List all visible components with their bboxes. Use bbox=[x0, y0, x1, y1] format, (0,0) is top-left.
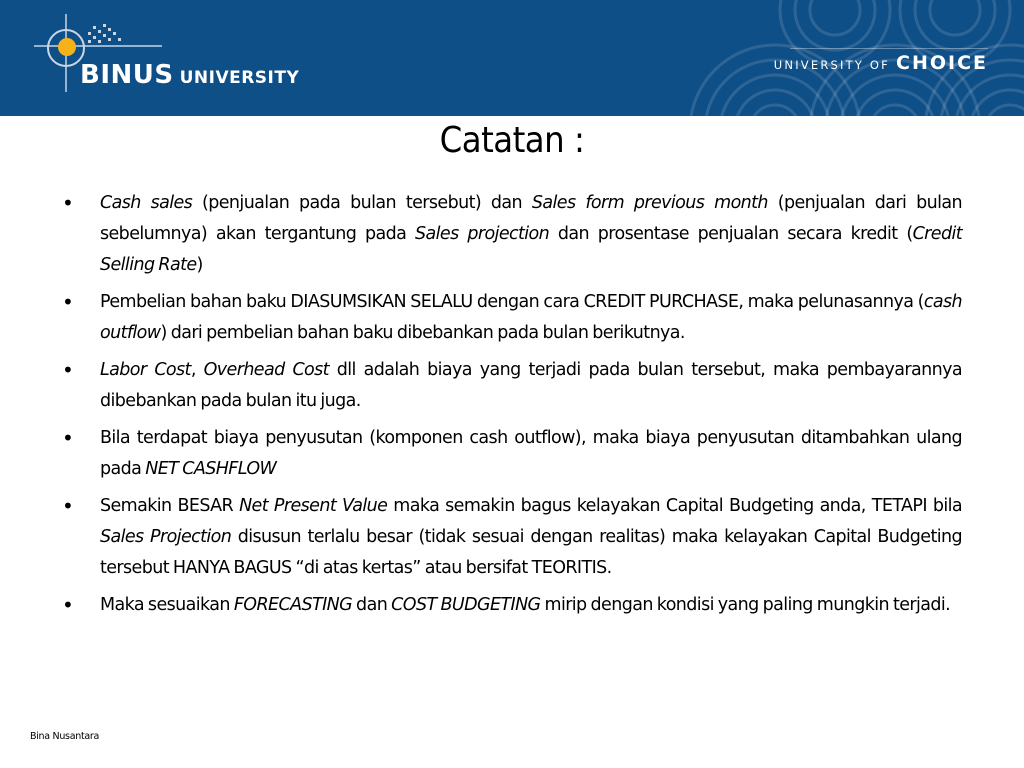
bullet-item bbox=[62, 355, 962, 417]
text-segment: Semakin BESAR bbox=[100, 496, 240, 516]
text-segment: Maka sesuaikan bbox=[100, 595, 234, 615]
text-segment: Pembelian bahan baku DIASUMSIKAN SELALU dengan cara CREDIT PURCHASE, maka pelunasannya ( bbox=[100, 292, 924, 312]
text-segment: (penjualan pada bulan tersebut) dan bbox=[192, 193, 532, 213]
text-segment: disusun terlalu besar (tidak sesuai dengan realitas) maka kelayakan Capital Budgeting tersebut HANYA BAGUS “di atas kertas” atau bersifat TEORITIS. bbox=[100, 527, 962, 578]
italic-text: Sales form previous month bbox=[531, 193, 768, 213]
text-segment: dll adalah biaya yang terjadi pada bulan tersebut, maka pembayarannya dibebankan pada bulan itu juga. bbox=[100, 360, 962, 411]
tagline-big-text: CHOICE bbox=[896, 52, 988, 74]
bullet-item bbox=[62, 423, 962, 485]
logo-sub-text: UNIVERSITY bbox=[179, 68, 300, 88]
bullet-item bbox=[62, 188, 962, 281]
italic-text: Sales projection bbox=[415, 224, 550, 244]
header-banner bbox=[0, 0, 1024, 116]
bullet-item bbox=[62, 287, 962, 349]
bullet-item bbox=[62, 491, 962, 584]
italic-text: Cash sales bbox=[100, 193, 193, 213]
text-segment: dan prosentase penjualan secara kredit ( bbox=[549, 224, 913, 244]
italic-text: NET CASHFLOW bbox=[145, 459, 277, 479]
italic-text: Sales Projection bbox=[100, 527, 232, 547]
italic-text: cash outflow bbox=[100, 292, 962, 343]
italic-text: Overhead Cost bbox=[203, 360, 329, 380]
slide-title: Catatan : bbox=[439, 120, 585, 161]
logo-main-text: BINUS bbox=[80, 60, 174, 90]
italic-text: FORECASTING bbox=[233, 595, 353, 615]
italic-text: Net Present Value bbox=[239, 496, 388, 516]
text-segment: ) dari pembelian bahan baku dibebankan pada bulan berikutnya. bbox=[160, 323, 685, 343]
text-segment: maka semakin bagus kelayakan Capital Budgeting anda, TETAPI bila bbox=[387, 496, 962, 516]
italic-text: Credit Selling Rate bbox=[100, 224, 962, 275]
italic-text: Labor Cost bbox=[100, 360, 191, 380]
text-segment: (penjualan dari bulan sebelumnya) akan tergantung pada bbox=[100, 193, 962, 244]
italic-text: COST BUDGETING bbox=[391, 595, 541, 615]
text-segment: dan bbox=[352, 595, 392, 615]
text-segment: mirip dengan kondisi yang paling mungkin terjadi. bbox=[540, 595, 951, 615]
text-segment: , bbox=[190, 360, 204, 380]
footer-text: Bina Nusantara bbox=[30, 731, 100, 742]
bullet-list bbox=[62, 188, 962, 627]
bullet-item bbox=[62, 590, 962, 621]
text-segment: Bila terdapat biaya penyusutan (komponen cash outflow), maka biaya penyusutan ditambahkan ulang pada bbox=[100, 428, 962, 479]
logo-wordmark bbox=[80, 60, 299, 90]
text-segment: ) bbox=[196, 255, 203, 275]
tagline-divider bbox=[790, 48, 988, 49]
tagline bbox=[774, 52, 988, 74]
tagline-small-text: UNIVERSITY OF bbox=[773, 58, 890, 72]
